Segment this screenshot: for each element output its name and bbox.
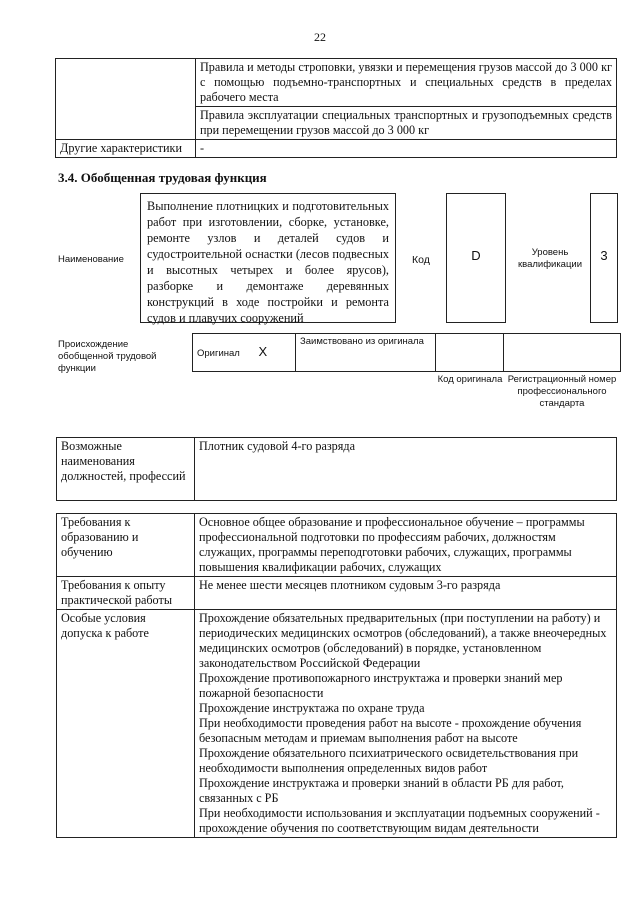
table-row [56,140,617,158]
list-item: Прохождение инструктажа и проверки знаний в области РБ для работ, связанных с РБ [199,776,564,805]
table-row [57,514,617,577]
requirements-table [56,513,617,838]
table-cell: Плотник судовой 4-го разряда [195,438,617,501]
row-label: Другие характеристики [56,140,196,158]
table-cell: Не менее шести месяцев плотником судовым 3-го разряда [195,577,617,610]
table-row [193,334,621,372]
code-original-label: Код оригинала [437,374,503,385]
registration-label: Регистрационный номер профессионального стандарта [507,374,617,409]
row-label: Требования к образованию и обучению [57,514,195,577]
borrowed-label: Заимствовано из оригинала [296,334,436,372]
page-number: 22 [314,30,326,44]
row-label: Требования к опыту практической работы [57,577,195,610]
table-cell: Основное общее образование и профессиональное обучение – программы профессиональной подготовки по профессиям рабочих, должностям служащих, программы переподготовки рабочих, служащих, программы повышения квалификации рабочих, служащих [195,514,617,577]
table-row [56,59,617,107]
section-title: 3.4. Обобщенная трудовая функция [58,170,267,185]
list-item: Прохождение инструктажа по охране труда [199,701,425,715]
code-original-cell [436,334,504,372]
original-cell [193,334,296,372]
code-value: D [446,193,506,323]
table-cell: Правила и методы строповки, увязки и перемещения грузов массой до 3 000 кг с помощью подъемно-транспортных и специальных средств в пределах рабочего места [196,59,617,107]
top-table [55,58,617,158]
level-label: Уровень квалификации [517,247,583,270]
list-item: Прохождение обязательного психиатрического освидетельствования при необходимости выполнения определенных видов работ [199,746,579,775]
row-label: Возможные наименования должностей, профессий [57,438,195,501]
original-label: Оригинал [197,347,240,359]
origin-table [192,333,621,372]
table-row [57,438,617,501]
name-value: Выполнение плотницких и подготовительных работ при изготовлении, сборке, установке, ремонте узлов и деталей судов и судостроительной оснастки (лесов подвесных и высотных четырех и более ярусов), разборке и демонтаже деревянных конструкций в ходе постройки и ремонта судов и плавучих сооружений [140,193,396,323]
table-row [57,610,617,838]
table-row [57,577,617,610]
table-cell: - [196,140,617,158]
level-value: 3 [590,193,618,323]
positions-table [56,437,617,501]
registration-cell [504,334,621,372]
list-item: Прохождение противопожарного инструктажа и проверки знаний мер пожарной безопасности [199,671,563,700]
table-cell: Правила эксплуатации специальных транспортных и грузоподъемных средств при перемещении грузов массой до 3 000 кг [196,107,617,140]
row-label: Особые условия допуска к работе [57,610,195,838]
code-label: Код [412,254,430,266]
list-item: При необходимости проведения работ на высоте - прохождение обучения безопасным методам и приемам выполнения работ на высоте [199,716,582,745]
list-item: Прохождение обязательных предварительных (при поступлении на работу) и периодических медицинских осмотров (обследований), а также внеочередных медицинских осмотров (обследований) в порядке, установленном законодательством Российской Федерации [199,611,607,670]
table-cell [195,610,617,838]
row-label [56,59,196,140]
list-item: При необходимости использования и эксплуатации подъемных сооружений - прохождение обучения по соответствующим видам деятельности [199,806,600,835]
original-mark: X [258,343,268,359]
name-label: Наименование [58,254,124,265]
origin-label: Происхождение обобщенной трудовой функции [58,339,157,374]
